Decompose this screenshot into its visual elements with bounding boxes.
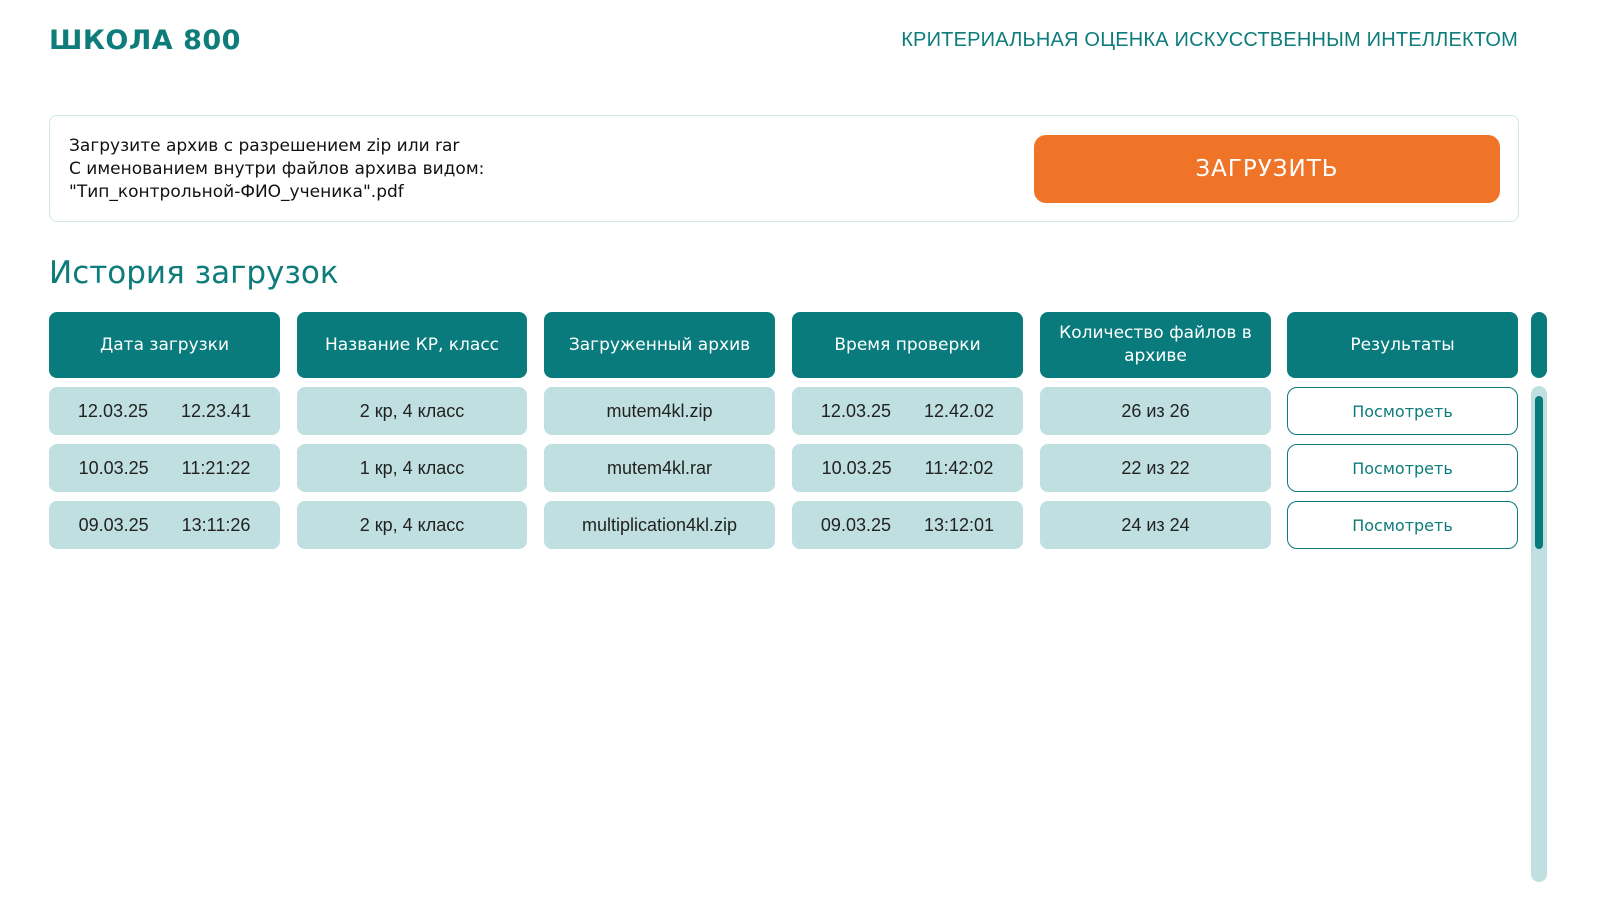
view-results-button[interactable]: Посмотреть [1287,501,1518,549]
upload-instruction-line: "Тип_контрольной-ФИО_ученика".pdf [69,182,404,202]
scrollbar-thumb[interactable] [1535,396,1543,549]
upload-instruction-line: Загрузите архив с разрешением zip или rar [69,136,460,156]
upload-instructions [69,135,484,204]
app-tagline: КРИТЕРИАЛЬНАЯ ОЦЕНКА ИСКУССТВЕННЫМ ИНТЕЛЛЕКТОМ [901,29,1518,51]
view-results-button[interactable]: Посмотреть [1287,387,1518,435]
file-count-cell: 24 из 24 [1040,501,1271,549]
column-header-upload-date: Дата загрузки [49,312,280,378]
column-header-check-time: Время проверки [792,312,1023,378]
upload-date-cell: 10.03.25 11:21:22 [49,444,280,492]
column-header-file-count: Количество файлов в архиве [1040,312,1271,378]
upload-date-cell: 12.03.25 12.23.41 [49,387,280,435]
upload-instruction-line: С именованием внутри файлов архива видом: [69,159,485,179]
upload-button[interactable]: ЗАГРУЗИТЬ [1034,135,1500,203]
history-title: История загрузок [49,255,339,291]
test-name-cell: 1 кр, 4 класс [297,444,527,492]
file-count-cell: 22 из 22 [1040,444,1271,492]
archive-cell: mutem4kl.rar [544,444,775,492]
school-logo[interactable]: ШКОЛА 800 [49,25,241,56]
archive-cell: mutem4kl.zip [544,387,775,435]
check-time-cell: 12.03.25 12.42.02 [792,387,1023,435]
check-time-cell: 10.03.25 11:42:02 [792,444,1023,492]
view-results-button[interactable]: Посмотреть [1287,444,1518,492]
archive-cell: multiplication4kl.zip [544,501,775,549]
upload-date-cell: 09.03.25 13:11:26 [49,501,280,549]
column-header-results: Результаты [1287,312,1518,378]
column-header-test-name: Название КР, класс [297,312,527,378]
test-name-cell: 2 кр, 4 класс [297,387,527,435]
test-name-cell: 2 кр, 4 класс [297,501,527,549]
scrollbar-header-cap [1531,312,1547,378]
column-header-archive: Загруженный архив [544,312,775,378]
upload-panel [49,115,1519,222]
check-time-cell: 09.03.25 13:12:01 [792,501,1023,549]
file-count-cell: 26 из 26 [1040,387,1271,435]
